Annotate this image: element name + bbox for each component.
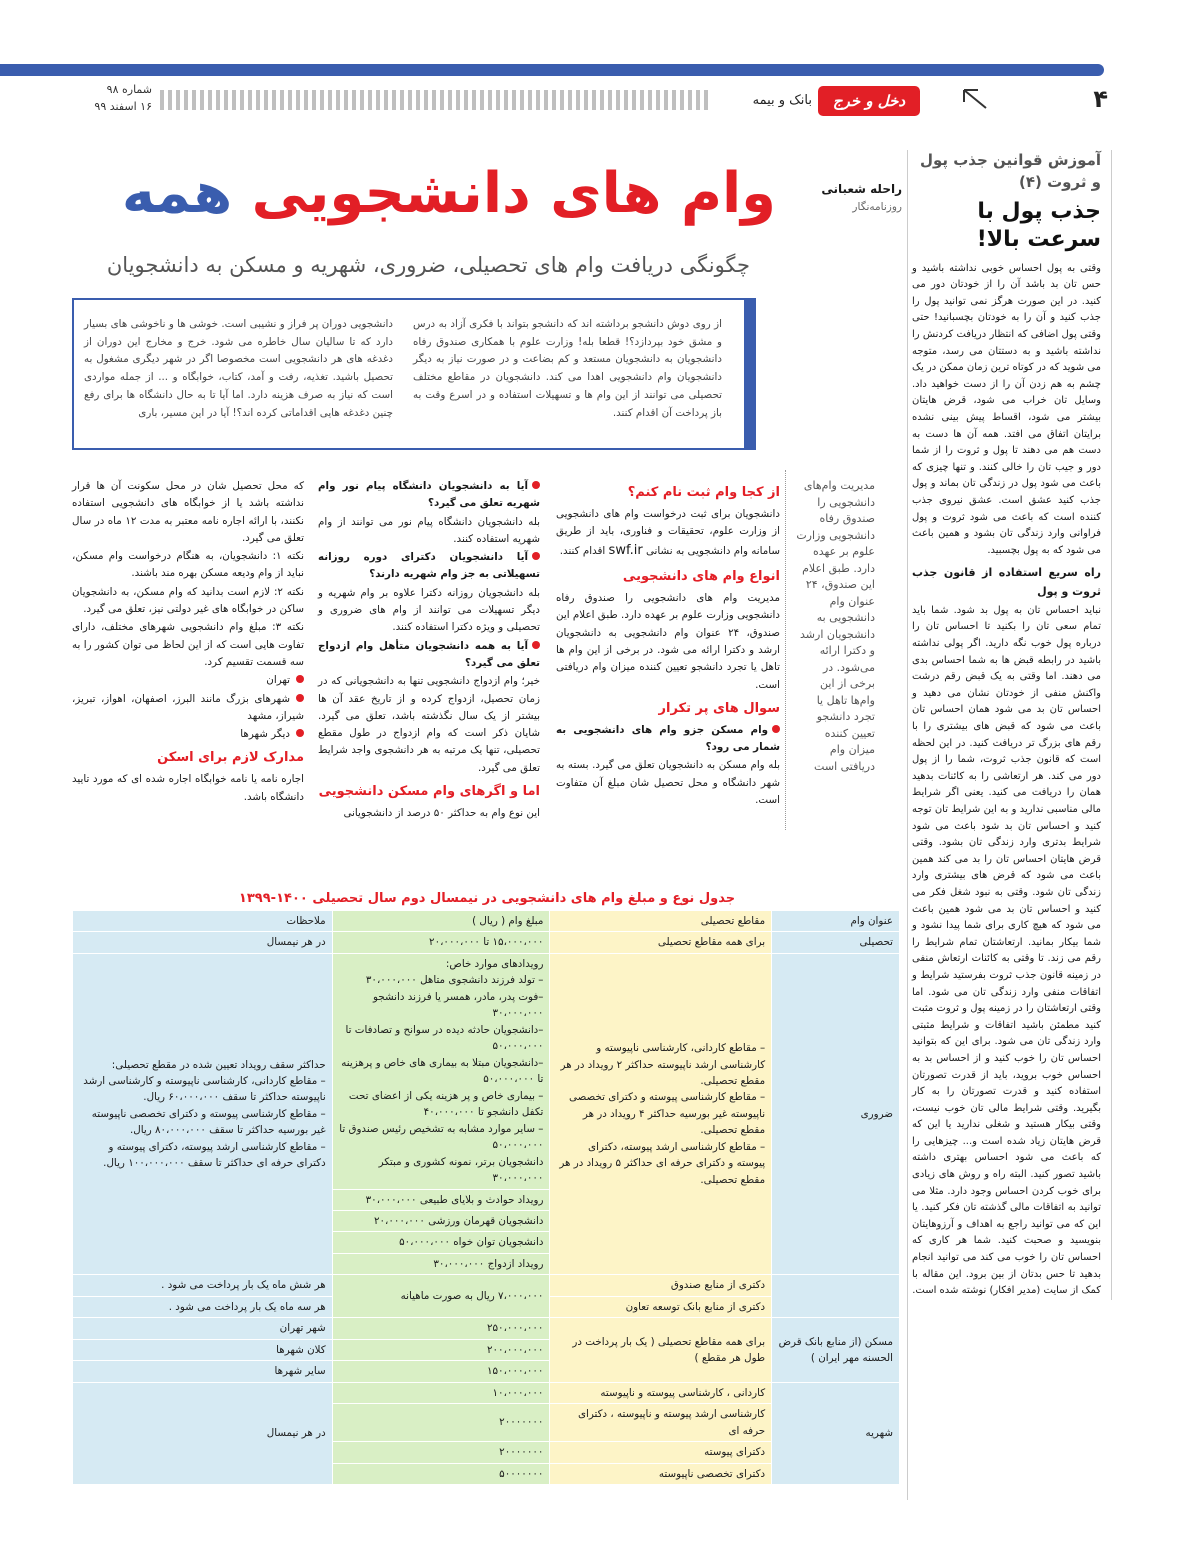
table-cell: در هر نیمسال [73,932,333,953]
table-row [73,1275,900,1296]
loans-table [72,910,900,1485]
faq-question: آیا دانشجویان دکترای دوره روزانه تسهیلاتی به جز وام شهریه دارند؟ [318,549,540,584]
faq-question: آیا به دانشجویان دانشگاه پیام نور وام شهریه تعلق می گیرد؟ [318,478,540,513]
table-header-cell: مقاطع تحصیلی [550,911,772,932]
note: نکته ۳: مبلغ وام دانشجویی شهرهای مختلف، دارای تفاوت هایی است که از این لحاظ می توان کشور را به سه قسمت تقسیم کرد. [72,621,305,668]
list-item: دیگر شهرها [72,726,304,743]
sidebar-divider [907,150,908,1500]
sidebar-article [912,150,1112,1300]
paragraph: که محل تحصیل شان در محل سکونت آن ها قرار نداشته باشد یا از خوابگاه های دانشجویی استفاده نکنند، با ارائه اجاره نامه معتبر به مدت ۱۲ ماه در سال تعلق می گیرد. [72,480,304,544]
table-cell: مسکن (از منابع بانک قرض الحسنه مهر ایران ) [772,1318,900,1382]
table-cell: دانشجویان قهرمان ورزشی ۲۰،۰۰۰،۰۰۰ [332,1210,550,1231]
intro-paragraph-1: دانشجویی دوران پر فراز و نشیبی است. خوشی ها و ناخوشی های بسیار دارد که تا سالیان سال خاطره می شود. خرج و مخارج این دوران از دغدغه های هر دانشجویی است مخصوصا اگر در شهر دیگری مشغول به تحصیل باشید. تغذیه، رفت و آمد، کتاب، خوابگاه و ... از جمله مواردی است که نیاز به صرف هزینه دارد. اما آیا تا به حال دانشگاه ها برای رفع چنین دغدغه هایی اقداماتی کرده اند؟! آیا در این مسیر، باری [84,318,393,419]
table-cell: دانشجویان توان خواه ۵۰،۰۰۰،۰۰۰ [332,1232,550,1253]
website-url: swf.ir [608,543,643,559]
author-name: راحله شعبانی [821,182,902,196]
table-cell: ۵۰۰۰۰۰۰۰ [332,1463,550,1484]
table-cell: دکترای تخصصی ناپیوسته [550,1463,772,1484]
table-cell: برای همه مقاطع تحصیلی [550,932,772,953]
table-cell: در هر نیمسال [73,1382,333,1484]
section-name: بانک و بیمه [752,93,812,108]
headline-part-1: همه [121,161,233,226]
issue-number: شماره ۹۸ [106,83,152,96]
faq-answer: بله دانشجویان دانشگاه پیام نور می توانند از وام شهریه استفاده کنند. [318,515,540,545]
faq-question: وام مسکن جزو وام های دانشجویی به شمار می رود؟ [556,722,780,757]
sidebar-paragraph: وقتی به پول احساس خوبی نداشته باشید و حس تان بد باشد آن را از خودتان دور می کنید. در این صورت هرگز نمی توانید پول را جذب کنید و آن را به خودتان بچسبانید! حتی وقتی پول اضافی که انتظار دریافت کردنش را نداشته باشید و به دستتان می رسد، متوجه می شوید که در کوتاه ترین زمان ممکن در یک چشم به هم زدن آن را از دست خواهید داد. وسایل تان خراب می شود، قرض هایتان بیشتر می شود، اقساط پیش بینی نشده برایتان اتفاق می افتد. همه آن ها دست به دست هم می دهند تا پول و ثروت را از شما دور و جیب تان را خالی کنند. و تنها چیزی که باعث می شود پول در زندگی تان بماند و پول جذب کنید عشق است. عشق نیروی جذب کننده است که باعث می شود ثروت و پول فراوانی وارد زندگی تان بشود و همین باعث می شود که به پول بچسبید. [912,262,1101,556]
table-cell: کاردانی ، کارشناسی پیوسته و ناپیوسته [550,1382,772,1403]
sidebar-body [912,261,1101,1300]
table-title: جدول نوع و مبلغ وام های دانشجویی در نیمسال دوم سال تحصیلی ۱۴۰۰-۱۳۹۹ [238,891,736,906]
page-number: ۴ [1093,85,1108,113]
issue-info [82,82,152,115]
table-cell: شهریه [772,1382,900,1484]
column-2 [318,478,540,823]
table-cell: دکترای پیوسته [550,1442,772,1463]
list-item: تهران [72,672,304,689]
paragraph: این نوع وام به حداکثر ۵۰ درصد از دانشجویانی [343,806,540,819]
column-3 [72,478,304,807]
table-header-cell: مبلغ وام ( ریال ) [332,911,550,932]
table-cell: رویداد ازدواج ۳۰،۰۰۰،۰۰۰ [332,1253,550,1274]
table-cell: ۷،۰۰۰،۰۰۰ ریال به صورت ماهیانه [332,1275,550,1318]
table-header-cell: عنوان وام [772,911,900,932]
table-cell: رویداد حوادث و بلایای طبیعی ۳۰،۰۰۰،۰۰۰ [332,1189,550,1210]
table-cell: ضروری [772,953,900,1274]
faq-answer: بله وام مسکن به دانشجویان تعلق می گیرد. بسته به شهر دانشگاه و محل تحصیل شان مبلغ آن متفاوت است. [556,759,780,806]
table-cell: ۲۰۰۰۰۰۰۰ [332,1404,550,1442]
paragraph: مدیریت وام های دانشجویی را صندوق رفاه دانشجویی وزارت علوم بر عهده دارد. طبق اعلام این صندوق، ۲۴ عنوان وام دانشجویی به دانشجویان ارشد و دکترا ارائه می شود. در برخی از این وام ها تاهل یا تجرد دانشجو تعیین کننده میزان وام دریافتی است. [556,592,780,691]
heading-types: انواع وام های دانشجویی [622,569,780,585]
table-cell: ۱۰،۰۰۰،۰۰۰ [332,1382,550,1403]
table-cell: شهر تهران [73,1318,333,1339]
table-cell: برای همه مقاطع تحصیلی ( یک بار پرداخت در طول هر مقطع ) [550,1318,772,1382]
header-dashes [160,90,710,110]
table-cell: ۱۵،۰۰۰،۰۰۰ تا ۲۰،۰۰۰،۰۰۰ [332,932,550,953]
text: اقدام کنند. [559,545,606,558]
table-row [73,932,900,953]
heading-documents: مدارک لازم برای اسکن [157,750,304,766]
note: نکته ۲: لازم است بدانید که وام مسکن، به دانشجویان ساکن در خوابگاه های غیر دولتی نیز، تعلق می گیرد. [72,585,305,616]
heading-register: از کجا وام ثبت نام کنم؟ [627,485,780,500]
intro-paragraph-2: از روی دوش دانشجو برداشته اند که دانشجو بتواند با فکری آزاد به درس و مشق خود بپردازد؟! قطعا بله! وزارت علوم با همکاری صندوق رفاه دانشجویان به دانشجویان مستعد و کم بضاعت و در صورت نیاز به دیگر دانشجویان وام دانشجویی اهدا می کند. دانشجویان در مقاطع مختلف تحصیلی می توانند از این وام ها و تسهیلات استفاده و در اسرع وقت به باز پرداخت آن اقدام کنند. [413,318,722,419]
table-cell: ۲۰۰،۰۰۰،۰۰۰ [332,1339,550,1360]
callout-divider [785,470,786,830]
sidebar-supertitle: آموزش قوانین جذب پول و ثروت (۴) [919,151,1101,191]
faq-answer: خیر؛ وام ازدواج دانشجویی تنها به دانشجویانی که در زمان تحصیل، ازدواج کرده و از تاریخ عقد آن ها بیشتر از یک سال نگذشته باشد، تعلق می گیرد. شایان ذکر است که وام ازدواج در طول مقطع تحصیلی، تنها یک مرتبه به هر دانشجوی واجد شرایط تعلق می گیرد. [318,675,540,774]
table-header-cell: ملاحظات [73,911,333,932]
heading-housing: اما و اگرهای وام مسکن دانشجویی [318,784,540,800]
table-cell: ۱۵۰،۰۰۰،۰۰۰ [332,1361,550,1382]
table-cell [772,1275,900,1318]
author-role: روزنامه‌نگار [852,201,902,214]
headline-part-2: وام های دانشجویی [251,161,776,226]
table-cell: سایر شهرها [73,1361,333,1382]
table-cell: رویدادهای موارد خاص: – تولد فرزند دانشجوی متاهل ۳۰،۰۰۰،۰۰۰ –فوت پدر، مادر، همسر یا فرزند دانشجو ۳۰،۰۰۰،۰۰۰ –دانشجویان حادثه دیده در سوانح و تصادفات تا ۵۰،۰۰۰،۰۰۰ –دانشجویان مبتلا به بیماری های خاص و پرهزینه تا ۵۰،۰۰۰،۰۰۰ – بیماری خاص و پر هزینه یکی از اعضای تحت تکفل دانشجو تا ۴۰،۰۰۰،۰۰۰ – سایر موارد مشابه به تشخیص رئیس صندوق تا ۵۰،۰۰۰،۰۰۰ دانشجویان برتر، نمونه کشوری و مبتکر ۳۰،۰۰۰،۰۰۰ [332,953,550,1189]
sidebar-paragraph: نباید احساس تان به پول بد شود. شما باید تمام سعی تان را بکنید تا احساس تان را درباره پول خوب نگه دارید. اگر پولی نداشته باشید در رابطه قبض ها به شما احساس بدی می دهند. اما وقتی به یک قبض رقم درشت واکنش منفی از خودتان نشان می دهید و احساس تان بد می شود همان احساس تان باعث می شود که قبض های بیشتری را با رقم های بزرگ تر دریافت کنید. در این لحظه است که قانون جذب ثروت، شما را از پول دور می کند. هر ارتعاشی را به کائنات بدهید همان را دریافت می کنید. یعنی اگر شرایط مالی مناسبی ندارید و به این شرایط تان توجه کنید و احساس تان بد شود باعث می شود شرایط بدتری وارد زندگی تان بشود. وقتی قرض هایتان احساس تان را بد می کند همین باعث می شود که قرض های بیشتری وارد زندگی تان شود. وقتی به نبود شغل فکر می کنید و احساس تان بد می شود همین باعث می شود که هیچ کاری برای شما پیدا نشود و شما بیکار بمانید. ارتعاشتان تمام شرایط را رقم می زند. تا وقتی به کائنات ارتعاش منفی در زمینه قانون جذب ثروت بفرستید شرایط و اتفاقات منفی وارد زندگی تان می شود. اما وقتی ارتعاشتان را در زمینه پول و ثروت مثبت کنید مطمئن باشید اتفاقات و شرایط مثبتی وارد زندگی تان می شود. برای این که بتوانید احساس تان را خوب کنید و از احساس بد به احساس خوب بروید، باید از قدرت تصورتان استفاده کنید و قدرت تصورتان را به کار بگیرید. وقتی شرایط مالی تان خوب نیست، وقتی بیکار هستید و شغلی ندارید یا این که قرض هایتان زیاد شده است و... چیزهایی را که باعث می شود احساس بهتری داشته باشید تصور کنید. البته راه و روش های زیادی برای خوب کردن احساس وجود دارد. مثلا می توانید به اتفاقات مالی گذشته تان فکر کنید. یا این که می توانید راجع به اهداف و آرزوهایتان بنویسید و صحبت کنید. شما هر کاری که احساس تان را خوب می کند می توانید انجام بدهید تا حس بدتان از بین برود. این مقاله با کمک از سایت (مدیر افکار) نوشته شده است. [912,604,1101,1297]
table-cell: حداکثر سقف رویداد تعیین شده در مقطع تحصیلی: – مقاطع کاردانی، کارشناسی ناپیوسته و کارشناسی ارشد ناپیوسته حداکثر تا سقف ۶۰،۰۰۰،۰۰۰ ریال. – مقاطع کارشناسی پیوسته و دکترای تخصصی ناپیوسته غیر بورسیه حداکثر تا سقف ۸۰،۰۰۰،۰۰۰ ریال. – مقاطع کارشناسی ارشد پیوسته، دکترای پیوسته و دکترای حرفه ای حداکثر تا سقف ۱۰۰،۰۰۰،۰۰۰ ریال. [73,953,333,1274]
top-color-bar [0,64,1104,76]
column-1 [556,478,780,810]
table-cell: ۲۵۰،۰۰۰،۰۰۰ [332,1318,550,1339]
table-row [73,953,900,1189]
author-box [790,180,902,216]
intro-accent-bar [746,298,756,450]
faq-answer: بله دانشجویان روزانه دکترا علاوه بر وام شهریه و دیگر تسهیلات می توانند از وام های ضروری و تحصیلی و ویژه دکترا استفاده کنند. [318,586,540,634]
brand-logo: دخل و خرج [818,86,920,116]
table-cell: – مقاطع کاردانی، کارشناسی ناپیوسته و کارشناسی ارشد ناپیوسته حداکثر ۲ رویداد در هر مقطع تحصیلی. – مقاطع کارشناسی پیوسته و دکترای تخصصی ناپیوسته غیر بورسیه حداکثر ۴ رویداد در هر مقطع تحصیلی. – مقاطع کارشناسی ارشد پیوسته، دکترای پیوسته و دکترای حرفه ای حداکثر ۵ رویداد در هر مقطع تحصیلی. [550,953,772,1274]
text: دانشجویان برای ثبت درخواست وام های دانشجویی از وزارت علوم، تحقیقات و فناوری، باید از طریق سامانه وام دانشجویی به نشانی [556,507,780,558]
arrow-icon [960,86,990,112]
subtitle: چگونگی دریافت وام های تحصیلی، ضروری، شهریه و مسکن به دانشجویان [106,253,750,277]
table-cell: دکتری از منابع صندوق [550,1275,772,1296]
intro-box [72,298,746,450]
issue-date: ۱۶ اسفند ۹۹ [94,99,152,113]
sidebar-subheading: راه سریع استفاده از قانون جذب ثروت و پول [912,566,1101,598]
paragraph: اجاره نامه یا نامه خوابگاه اجاره شده ای که مورد تایید دانشگاه باشد. [72,773,304,803]
page-header [0,84,1200,118]
table-cell: هر شش ماه یک بار پرداخت می شود . [73,1275,333,1296]
heading-faq: سوال های پر تکرار [658,700,780,716]
table-cell: دکتری از منابع بانک توسعه تعاون [550,1296,772,1317]
list-item: شهرهای بزرگ مانند البرز، اصفهان، اهواز، تبریز، شیراز، مشهد [72,691,304,726]
sidebar-title: جذب پول با سرعت بالا! [976,198,1101,253]
headline [96,160,776,227]
note: نکته ۱: دانشجویان، به هنگام درخواست وام مسکن، نباید از وام ودیعه مسکن بهره مند باشند. [72,550,305,580]
paragraph [556,506,780,562]
table-cell: کارشناسی ارشد پیوسته و ناپیوسته ، دکترای حرفه ای [550,1404,772,1442]
faq-question: آیا به همه دانشجویان متأهل وام ازدواج تعلق می گیرد؟ [318,638,540,673]
table-cell: تحصیلی [772,932,900,953]
table-row [73,1318,900,1339]
table-header-row [73,911,900,932]
table-cell: هر سه ماه یک بار پرداخت می شود . [73,1296,333,1317]
table-row [73,1382,900,1403]
table-cell: کلان شهرها [73,1339,333,1360]
table-cell: ۲۰۰۰۰۰۰۰ [332,1442,550,1463]
pull-quote: مدیریت وام‌های دانشجویی را صندوق رفاه دانشجویی وزارت علوم بر عهده دارد. طبق اعلام این صندوق، ۲۴ عنوان وام دانشجویی به دانشجویان ارشد و دکترا ارائه می‌شود. در برخی از این وام‌ها تاهل یا تجرد دانشجو تعیین کننده میزان وام دریافتی است [796,479,875,773]
